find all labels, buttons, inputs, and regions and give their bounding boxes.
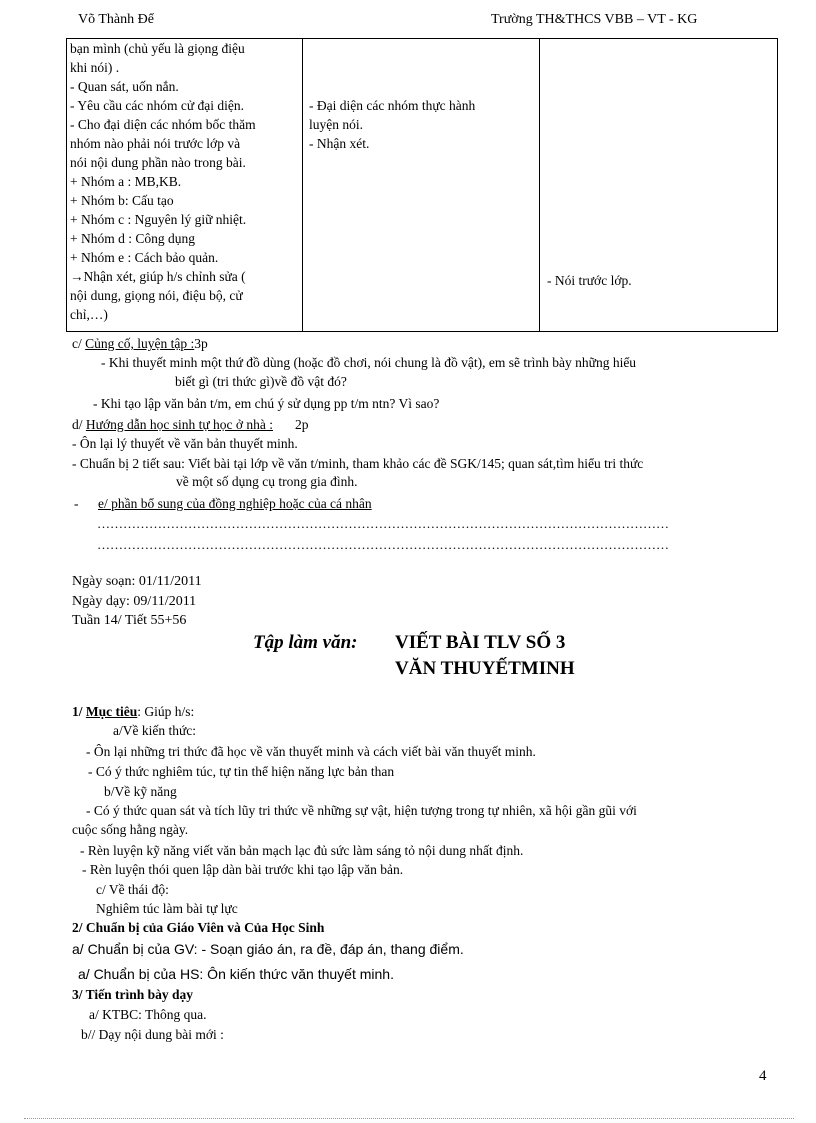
section-3-item-b: b// Dạy nội dung bài mới : (81, 1027, 224, 1042)
table-cell-line: nhóm nào phải nói trước lớp và (70, 136, 241, 151)
table-cell-line: luyện nói. (309, 117, 363, 132)
table-cell-line: chỉ,…) (70, 307, 108, 322)
table-cell-line: - Cho đại diện các nhóm bốc thăm (70, 117, 256, 132)
page-subtitle: VĂN THUYẾTMINH (395, 658, 575, 679)
section-1-number: 1/ (72, 704, 86, 719)
consolidation-question-2: - Khi tạo lập văn bản t/m, em chú ý sử dụng pp t/m ntn? Vì sao? (93, 396, 440, 411)
knowledge-item-1: - Ôn lại những tri thức đã học về văn thuyết minh và cách viết bài văn thuyết minh. (86, 744, 536, 759)
section-3-heading: 3/ Tiến trình bày dạy (72, 987, 194, 1002)
self-study-item-1: - Ôn lại lý thuyết về văn bản thuyết minh. (72, 436, 298, 451)
table-cell-line: - Nói trước lớp. (547, 273, 632, 288)
skills-item-1b: cuộc sống hằng ngày. (72, 822, 189, 837)
table-cell-line: + Nhóm b: Cấu tạo (70, 193, 174, 208)
table-cell-line: nói nội dung phần nào trong bài. (70, 155, 246, 170)
week-period: Tuần 14/ Tiết 55+56 (72, 613, 187, 628)
table-cell-line: + Nhóm e : Cách bảo quản. (70, 250, 219, 265)
table-cell-line: + Nhóm d : Công dụng (70, 231, 195, 246)
table-cell-line: - Nhận xét. (309, 136, 370, 151)
attitude-item-1: Nghiêm túc làm bài tự lực (96, 901, 238, 916)
self-study-prefix: d/ (72, 417, 86, 432)
self-study-item-2a: - Chuẩn bị 2 tiết sau: Viết bài tại lớp về văn t/minh, tham khảo các đề SGK/145; quan sát,tìm hiểu tri thức (72, 456, 644, 471)
teacher-activity-lines (67, 39, 302, 331)
knowledge-item-2: - Có ý thức nghiêm túc, tự tin thể hiện năng lực bản than (88, 764, 395, 779)
page-number: 4 (759, 1068, 767, 1084)
skills-heading: b/Về kỹ năng (104, 784, 177, 799)
teach-date: Ngày dạy: 09/11/2011 (72, 594, 197, 609)
student-activity-lines (303, 39, 539, 331)
section-2-student-text: a/ Chuẩn bị của HS: Ôn kiến thức văn thuyết minh. (78, 966, 394, 982)
table-cell-line: nội dung, giọng nói, điệu bộ, cử (70, 288, 243, 303)
skills-item-1a: - Có ý thức quan sát và tích lũy tri thức về những sự vật, hiện tượng trong tự nhiên, xã hội gần gũi với (86, 803, 637, 818)
header-school: Trường TH&THCS VBB – VT - KG (491, 12, 698, 27)
section-2-teacher-text: a/ Chuẩn bị của GV: - Soạn giáo án, ra đề, đáp án, thang điểm. (72, 941, 464, 957)
section-2-teacher (72, 941, 464, 959)
consolidation-time: 3p (194, 336, 208, 351)
table-cell-line: + Nhóm c : Nguyên lý giữ nhiệt. (70, 212, 247, 227)
self-study-heading (72, 417, 309, 433)
table-row (67, 39, 778, 332)
section-3-item-a: a/ KTBC: Thông qua. (89, 1007, 207, 1022)
content-lines (540, 39, 777, 331)
page-bottom-divider (24, 1118, 794, 1119)
section-1-title: Mục tiêu (85, 704, 138, 719)
attitude-heading: c/ Về thái độ: (96, 882, 169, 897)
table-cell-line: →Nhận xét, giúp h/s chỉnh sửa ( (70, 269, 246, 284)
section-1-rest: : Giúp h/s: (137, 704, 195, 719)
consolidation-question-1a: - Khi thuyết minh một thứ đồ dùng (hoặc đồ chơi, nói chung là đồ vật), em sẽ trình bày những hiểu (101, 355, 637, 370)
prepare-date: Ngày soạn: 01/11/2011 (72, 574, 202, 589)
header-author: Võ Thành Để (78, 12, 154, 27)
supplement-dash: - (74, 496, 79, 511)
skills-item-3: - Rèn luyện thói quen lập dàn bài trước khi tạo lập văn bản. (82, 862, 404, 877)
consolidation-heading (72, 336, 208, 352)
section-2-heading: 2/ Chuẩn bị của Giáo Viên và Của Học Sinh (72, 920, 325, 935)
supplement-dotted-line-2: …………………………………………………………………………………………………………………… (97, 537, 669, 552)
knowledge-heading: a/Về kiến thức: (113, 723, 197, 738)
section-1-heading (72, 704, 194, 720)
supplement-dotted-line-1: …………………………………………………………………………………………………………………… (97, 516, 669, 531)
self-study-title: Hướng dẫn học sinh tự học ở nhà : (85, 417, 274, 432)
content-cell (540, 39, 778, 332)
consolidation-title: Củng cố, luyện tập : (85, 336, 195, 351)
consolidation-question-1b: biết gì (tri thức gì)về đồ vật đó? (175, 374, 347, 389)
page-title: VIẾT BÀI TLV SỐ 3 (395, 632, 566, 653)
supplement-title: e/ phần bổ sung của đồng nghiệp hoặc của cá nhân (98, 496, 372, 511)
consolidation-prefix: c/ (72, 336, 86, 351)
lesson-table (66, 38, 778, 332)
section-2-student (78, 966, 394, 983)
table-cell-line: bạn mình (chủ yếu là giọng điệu (70, 41, 245, 56)
table-cell-line: - Yêu cầu các nhóm cử đại diện. (70, 98, 244, 113)
table-cell-line: khi nói) . (70, 60, 120, 75)
table-cell-line: - Quan sát, uốn nắn. (70, 79, 179, 94)
student-activity-cell (303, 39, 540, 332)
teacher-activity-cell (67, 39, 303, 332)
skills-item-2: - Rèn luyện kỹ năng viết văn bản mạch lạc đủ sức làm sáng tỏ nội dung nhất định. (80, 843, 524, 858)
self-study-item-2b: về một số dụng cụ trong gia đình. (176, 474, 358, 489)
self-study-time: 2p (295, 417, 309, 432)
table-cell-line: + Nhóm a : MB,KB. (70, 174, 182, 189)
subject-label: Tập làm văn: (253, 632, 358, 653)
table-cell-line: - Đại diện các nhóm thực hành (309, 98, 476, 113)
